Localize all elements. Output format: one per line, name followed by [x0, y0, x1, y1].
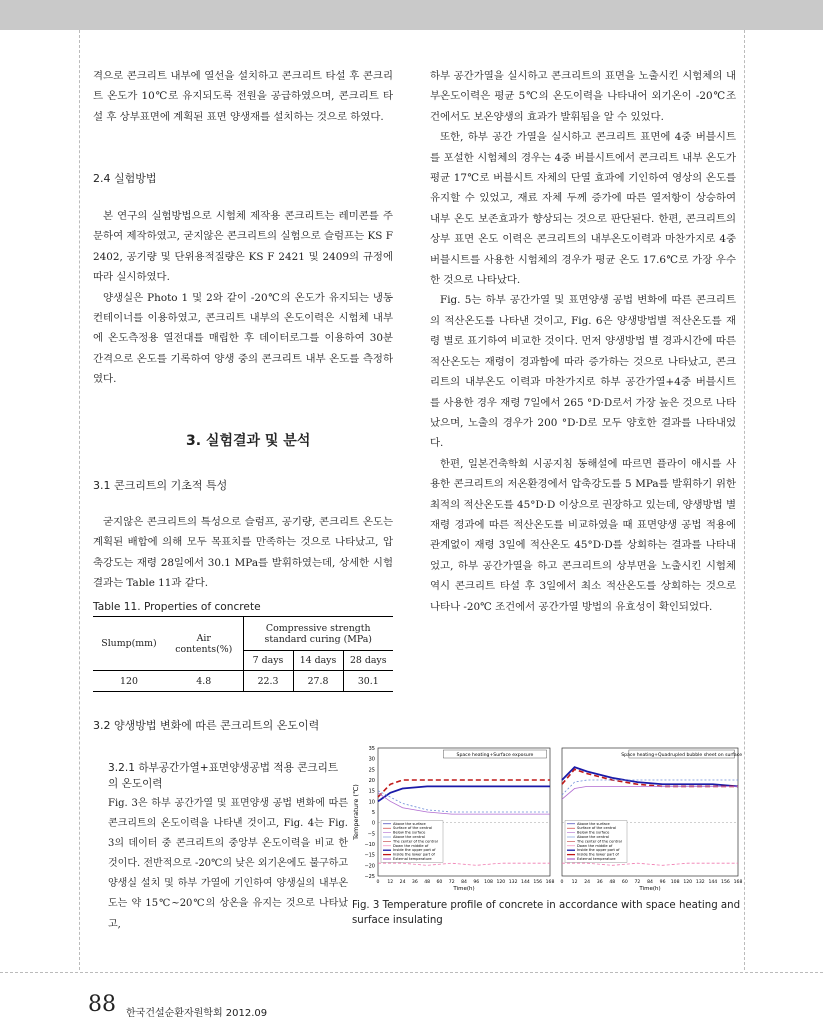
x-tick-label: 12 [571, 880, 578, 885]
section-3-1-body [93, 512, 393, 594]
right-margin-guide [744, 30, 745, 970]
legend-label: The center of the central [577, 839, 622, 844]
paragraph: 굳지않은 콘크리트의 특성으로 슬럼프, 공기량, 콘크리트 온도는 계획된 배합에 의해 모두 목표치를 만족하는 것으로 나타났고, 압축강도는 재령 28일에서 30.1 MPa를 발휘하였는데, 상세한 시험결과는 Table 11과 같다. [93, 516, 393, 590]
x-tick-label: 72 [634, 880, 641, 885]
legend-label: Above the surface [577, 821, 610, 826]
header-slump: Slump(mm) [93, 617, 165, 671]
x-tick-label: 24 [399, 880, 406, 885]
y-tick-label: 30 [368, 756, 375, 763]
y-tick-label: 5 [371, 810, 375, 816]
y-tick-label: 0 [371, 820, 375, 827]
section-heading-3: 3. 실험결과 및 분석 [186, 433, 311, 449]
section-3-2-1-body [108, 794, 348, 935]
legend-label: Above the surface [393, 821, 426, 826]
x-tick-label: 48 [424, 880, 431, 885]
x-tick-label: 0 [376, 880, 380, 885]
legend-label: Surface of the central [393, 826, 433, 831]
legend-label: Down the middle of [577, 843, 613, 848]
legend-label: Surface of the central [577, 826, 617, 831]
x-tick-label: 36 [411, 880, 418, 885]
x-tick-label: 84 [647, 880, 653, 885]
legend-label: Above the central [393, 835, 426, 839]
legend-label: Inside the upper part of [577, 848, 620, 853]
header-14days: 14 days [293, 651, 343, 671]
figure-3-caption: Fig. 3 Temperature profile of concrete in accordance with space heating and surface insulating [352, 900, 741, 926]
header-compressive: Compressive strength standard curing (MPa) [243, 617, 393, 651]
header-28days: 28 days [343, 651, 393, 671]
figure-3-charts [352, 740, 742, 900]
panel-title: Space heating+Surface exposure [456, 753, 534, 758]
cell-slump: 120 [120, 675, 138, 687]
section-2-4-body [93, 206, 393, 390]
paragraph: 격으로 콘크리트 내부에 열선을 설치하고 콘크리트 타설 후 콘크리트 온도가 10℃로 유지되도록 전원을 공급하였으며, 콘크리트 타설 후 상부표면에 계획된 표면 양생재를 설치하는 것으로 하였다. [93, 70, 393, 123]
section-heading-2-4: 2.4 실험방법 [93, 172, 157, 185]
x-tick-label: 96 [659, 880, 666, 885]
y-axis-label: Temperature (℃) [352, 784, 360, 840]
x-tick-label: 156 [721, 880, 730, 885]
x-tick-label: 60 [621, 880, 628, 885]
paragraph: 하부 공간가열을 실시하고 콘크리트의 표면을 노출시킨 시험체의 내부온도이력은 평균 5℃의 온도이력을 나타내어 외기온이 -20℃조건에서도 보온양생의 효과가 발휘됨을 알 수 있었다. [430, 70, 736, 123]
legend-label: Below the surface [393, 830, 426, 835]
legend-label: Inside the upper part of [393, 848, 436, 853]
y-tick-label: −15 [364, 852, 375, 859]
legend-label: The center of the central [393, 839, 438, 844]
x-tick-label: 108 [670, 880, 680, 885]
cell-air: 4.8 [196, 675, 212, 687]
properties-table [93, 616, 393, 692]
cell-28days: 30.1 [343, 671, 393, 692]
legend-label: Inside the lower part of [393, 852, 435, 857]
x-tick-label: 168 [545, 880, 555, 885]
x-tick-label: 84 [461, 880, 467, 885]
y-tick-label: 35 [368, 746, 375, 752]
x-tick-label: 132 [695, 880, 705, 885]
paragraph: 양생실은 Photo 1 및 2와 같이 -20℃의 온도가 유지되는 냉동 컨테이너를 이용하였고, 콘크리트 내부의 온도이력은 시험체 내부에 온도측정용 열전대를 매립한 후 데이터로그를 이용하여 30분 간격으로 온도를 기록하여 양생 중의 콘크리트 내부 온도를 측정하였다. [93, 291, 393, 386]
x-tick-label: 132 [508, 880, 518, 885]
y-tick-label: −5 [367, 831, 375, 838]
page-header-bar [0, 0, 823, 30]
x-tick-label: 144 [521, 880, 530, 885]
section-heading-3-2-1: 3.2.1 하부공간가열+표면양생공법 적용 콘크리트의 온도이력 [108, 762, 339, 790]
legend-label: Inside the lower part of [577, 852, 619, 857]
section-heading-3-1: 3.1 콘크리트의 기초적 특성 [93, 479, 228, 492]
footer-divider [0, 972, 823, 973]
legend-label: External temperature [393, 857, 432, 861]
paragraph: Fig. 3은 하부 공간가열 및 표면양생 공법 변화에 따른 콘크리트의 온도이력을 나타낸 것이고, Fig. 4는 Fig. 3의 데이터 중 콘크리트의 중앙부 온도이력을 비교 한 것이다. 전반적으로 -20℃의 낮은 외기온에도 불구하고 양생실 설치 및 하부 가열에 기인하여 양생실의 내부온도는 약 15℃~20℃의 상온을 유지는 것으로 나타났고, [108, 798, 348, 930]
x-tick-label: 0 [560, 880, 564, 885]
legend-label: Above the central [577, 835, 610, 839]
y-tick-label: 25 [368, 767, 375, 774]
paragraph: Fig. 5는 하부 공간가열 및 표면양생 공법 변화에 따른 콘크리트의 적산온도를 나타낸 것이고, Fig. 6은 양생방법별 적산온도를 재령 별로 표기하여 비교한 것이다. 먼저 양생방법 별 경과시간에 따른 적산온도는 재령이 경과함에 따라 증가하는 것으로 나타났고, 콘크리트의 내부온도 이력과 마찬가지로 하부 공간가열+4중 버블시트를 사용한 경우 재령 7일에서 265 °D·D로서 가장 높은 것으로 나타났으며, 노출의 경우가 200 °D·D로 모두 양호한 결과를 나타내었다. [430, 294, 736, 450]
header-air: Air contents(%) [165, 617, 243, 671]
journal-name: 한국건설순환자원학회 2012.09 [126, 1008, 268, 1019]
cell-14days: 27.8 [293, 671, 343, 692]
table-caption: Table 11. Properties of concrete [93, 601, 261, 613]
x-tick-label: 60 [436, 880, 443, 885]
x-tick-label: 144 [708, 880, 718, 885]
section-heading-3-2: 3.2 양생방법 변화에 따른 콘크리트의 온도이력 [93, 719, 320, 732]
header-7days: 7 days [243, 651, 293, 671]
paragraph: 본 연구의 실험방법으로 시험체 제작용 콘크리트는 레미콘를 주문하여 제작하였고, 굳지않은 콘크리트의 실험으로 슬럼프는 KS F 2402, 공기량 및 단위용적질량은 KS F 2421 및 2409의 규정에 따라 실시하였다. [93, 210, 393, 284]
y-tick-label: 20 [368, 778, 375, 784]
paragraph: 한편, 일본건축학회 시공지침 동해설에 따르면 플라이 애시를 사용한 콘크리트의 저온환경에서 압축강도를 5 MPa를 발휘하기 위한 최적의 적산온도를 45°D·D 이상으로 권장하고 있는데, 양생방법 별 재령 경과에 따른 적산온도를 비교하였을 때 표면양생 공법 적용에 관계없이 재령 3일에 적산온도 45°D·D를 상회하는 결과를 나타내었고, 하부 공간가열을 하고 콘크리트의 상부면을 노출시킨 시험체 역시 콘크리트 타설 후 3일에서 최소 적산온도를 상회하는 것으로 나타나 -20℃ 조건에서 공간가열 방법의 유효성이 확인되었다. [430, 457, 736, 613]
x-axis-label: Time(h) [639, 886, 661, 892]
y-tick-label: −20 [364, 863, 375, 870]
x-tick-label: 96 [473, 880, 480, 885]
x-tick-label: 36 [596, 880, 603, 885]
x-tick-label: 156 [533, 880, 543, 885]
legend-label: Down the middle of [393, 843, 429, 848]
x-tick-label: 48 [609, 880, 616, 885]
x-tick-label: 24 [584, 880, 591, 885]
y-tick-label: −10 [364, 842, 375, 848]
legend-label: Below the surface [577, 830, 610, 835]
x-tick-label: 108 [484, 880, 493, 885]
x-axis-label: Time(h) [453, 886, 475, 892]
x-tick-label: 168 [733, 880, 742, 885]
x-tick-label: 120 [496, 880, 506, 885]
y-tick-label: 10 [368, 799, 375, 806]
page-number: 88 [88, 992, 116, 1017]
cell-7days: 22.3 [243, 671, 293, 692]
y-tick-label: 15 [368, 788, 375, 795]
x-tick-label: 72 [448, 880, 455, 885]
left-margin-guide [79, 30, 80, 970]
right-column-body [430, 66, 736, 617]
x-tick-label: 12 [387, 880, 394, 885]
paragraph: 또한, 하부 공간 가열을 실시하고 콘크리트 표면에 4중 버블시트를 포설한 시험체의 경우는 4중 버블시트에서 콘크리트 내부 온도가 평균 17℃로 버블시트 자체의 단열 효과에 기인하여 영상의 온도를 유지할 수 있었고, 재료 자체 두께 증가에 따른 열저항이 상승하여 내부 온도 보존효과가 향상되는 것으로 판단된다. 한편, 콘크리트의 상부 표면 온도 이력은 콘크리트의 내부온도이력과 마찬가지로 4중 버블시트를 사용한 시험체의 경우가 평균 온도 17.6℃로 가장 우수한 것으로 나타났다. [430, 131, 736, 287]
x-tick-label: 120 [683, 880, 693, 885]
panel-title: Space heating+Quadrupled bubble sheet on surface [621, 753, 742, 758]
legend-label: External temperature [577, 857, 616, 861]
left-paragraph-continued [93, 66, 393, 127]
y-tick-label: −25 [364, 874, 375, 880]
